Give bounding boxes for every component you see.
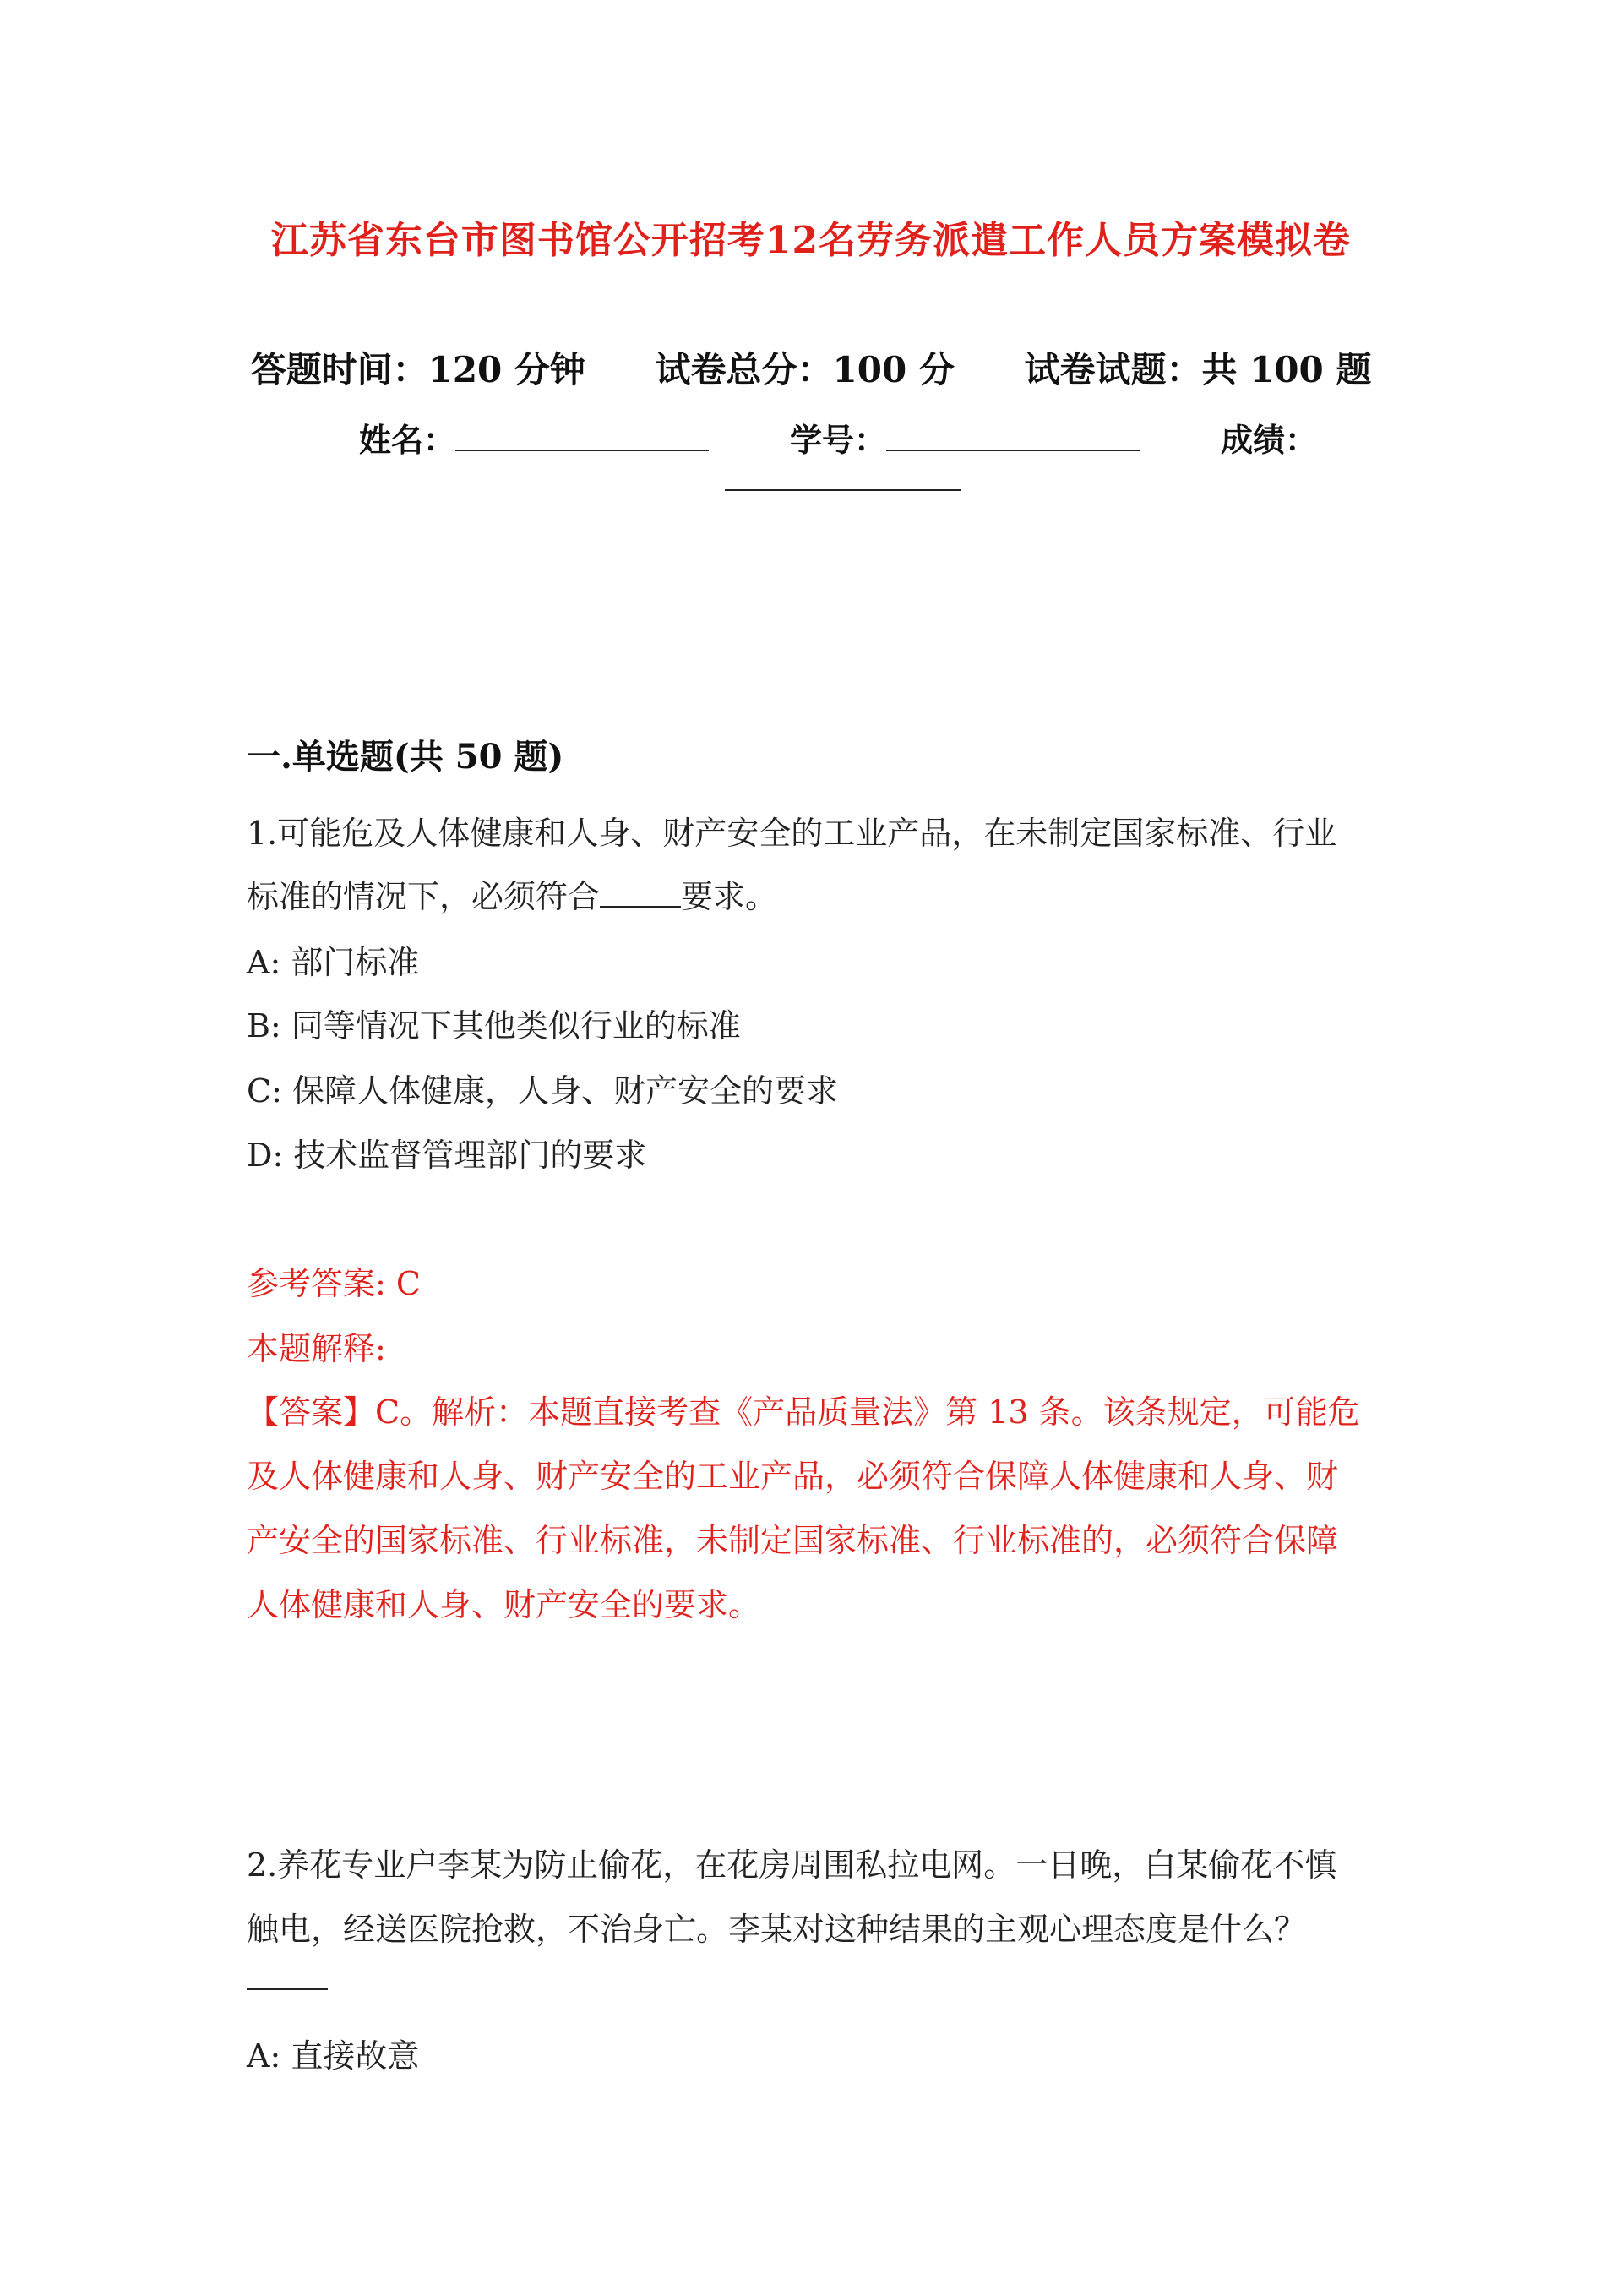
question-1-stem-line-1: 1.可能危及人体健康和人身、财产安全的工业产品，在未制定国家标准、行业	[247, 815, 1337, 852]
exam-total-score: 试卷总分：100 分	[655, 349, 955, 390]
question-1-explanation-line-1: 【答案】C。解析：本题直接考查《产品质量法》第 13 条。该条规定，可能危	[247, 1393, 1360, 1431]
name-field	[359, 414, 709, 461]
question-2-blank	[247, 1965, 328, 1990]
exam-meta	[0, 342, 1622, 393]
exam-time: 答题时间：120 分钟	[250, 349, 585, 390]
question-1-stem-part-b: 要求。	[681, 878, 778, 915]
question-1-blank	[600, 882, 681, 908]
id-field	[790, 414, 1140, 461]
section-title: 一.单选题(共 50 题)	[247, 737, 564, 777]
score-blank-row	[725, 461, 961, 499]
question-1-stem-part-a: 标准的情况下，必须符合	[247, 878, 601, 915]
question-1-stem-line-2	[247, 870, 777, 917]
question-2-stem-line-2: 触电，经送医院抢救，不治身亡。李某对这种结果的主观心理态度是什么？	[247, 1911, 1307, 1948]
score-blank	[725, 464, 961, 491]
score-field	[1221, 414, 1317, 461]
exam-question-count: 试卷试题：共 100 题	[1024, 349, 1372, 390]
name-blank	[455, 424, 709, 451]
question-1-explain-label: 本题解释:	[247, 1330, 386, 1367]
question-1-explanation-line-2: 及人体健康和人身、财产安全的工业产品，必须符合保障人体健康和人身、财	[247, 1458, 1339, 1495]
question-1-option-a: A: 部门标准	[247, 944, 420, 981]
question-2-option-a: A: 直接故意	[247, 2037, 420, 2075]
name-label: 姓名：	[359, 421, 456, 459]
page-title: 江苏省东台市图书馆公开招考12名劳务派遣工作人员方案模拟卷	[270, 219, 1352, 262]
question-1-option-d: D: 技术监督管理部门的要求	[247, 1137, 647, 1174]
question-1-option-c: C: 保障人体健康，人身、财产安全的要求	[247, 1072, 838, 1110]
id-label: 学号：	[790, 421, 887, 459]
question-1-explanation-line-3: 产安全的国家标准、行业标准，未制定国家标准、行业标准的，必须符合保障	[247, 1522, 1339, 1559]
score-label: 成绩：	[1221, 421, 1318, 459]
question-2-blank-row	[247, 1961, 328, 1998]
question-2-stem-line-1: 2.养花专业户李某为防止偷花，在花房周围私拉电网。一日晚，白某偷花不慎	[247, 1846, 1337, 1884]
question-1-answer: 参考答案: C	[247, 1265, 421, 1302]
question-1-option-b: B: 同等情况下其他类似行业的标准	[247, 1007, 741, 1044]
id-blank	[886, 424, 1140, 451]
question-1-explanation-line-4: 人体健康和人身、财产安全的要求。	[247, 1586, 761, 1623]
